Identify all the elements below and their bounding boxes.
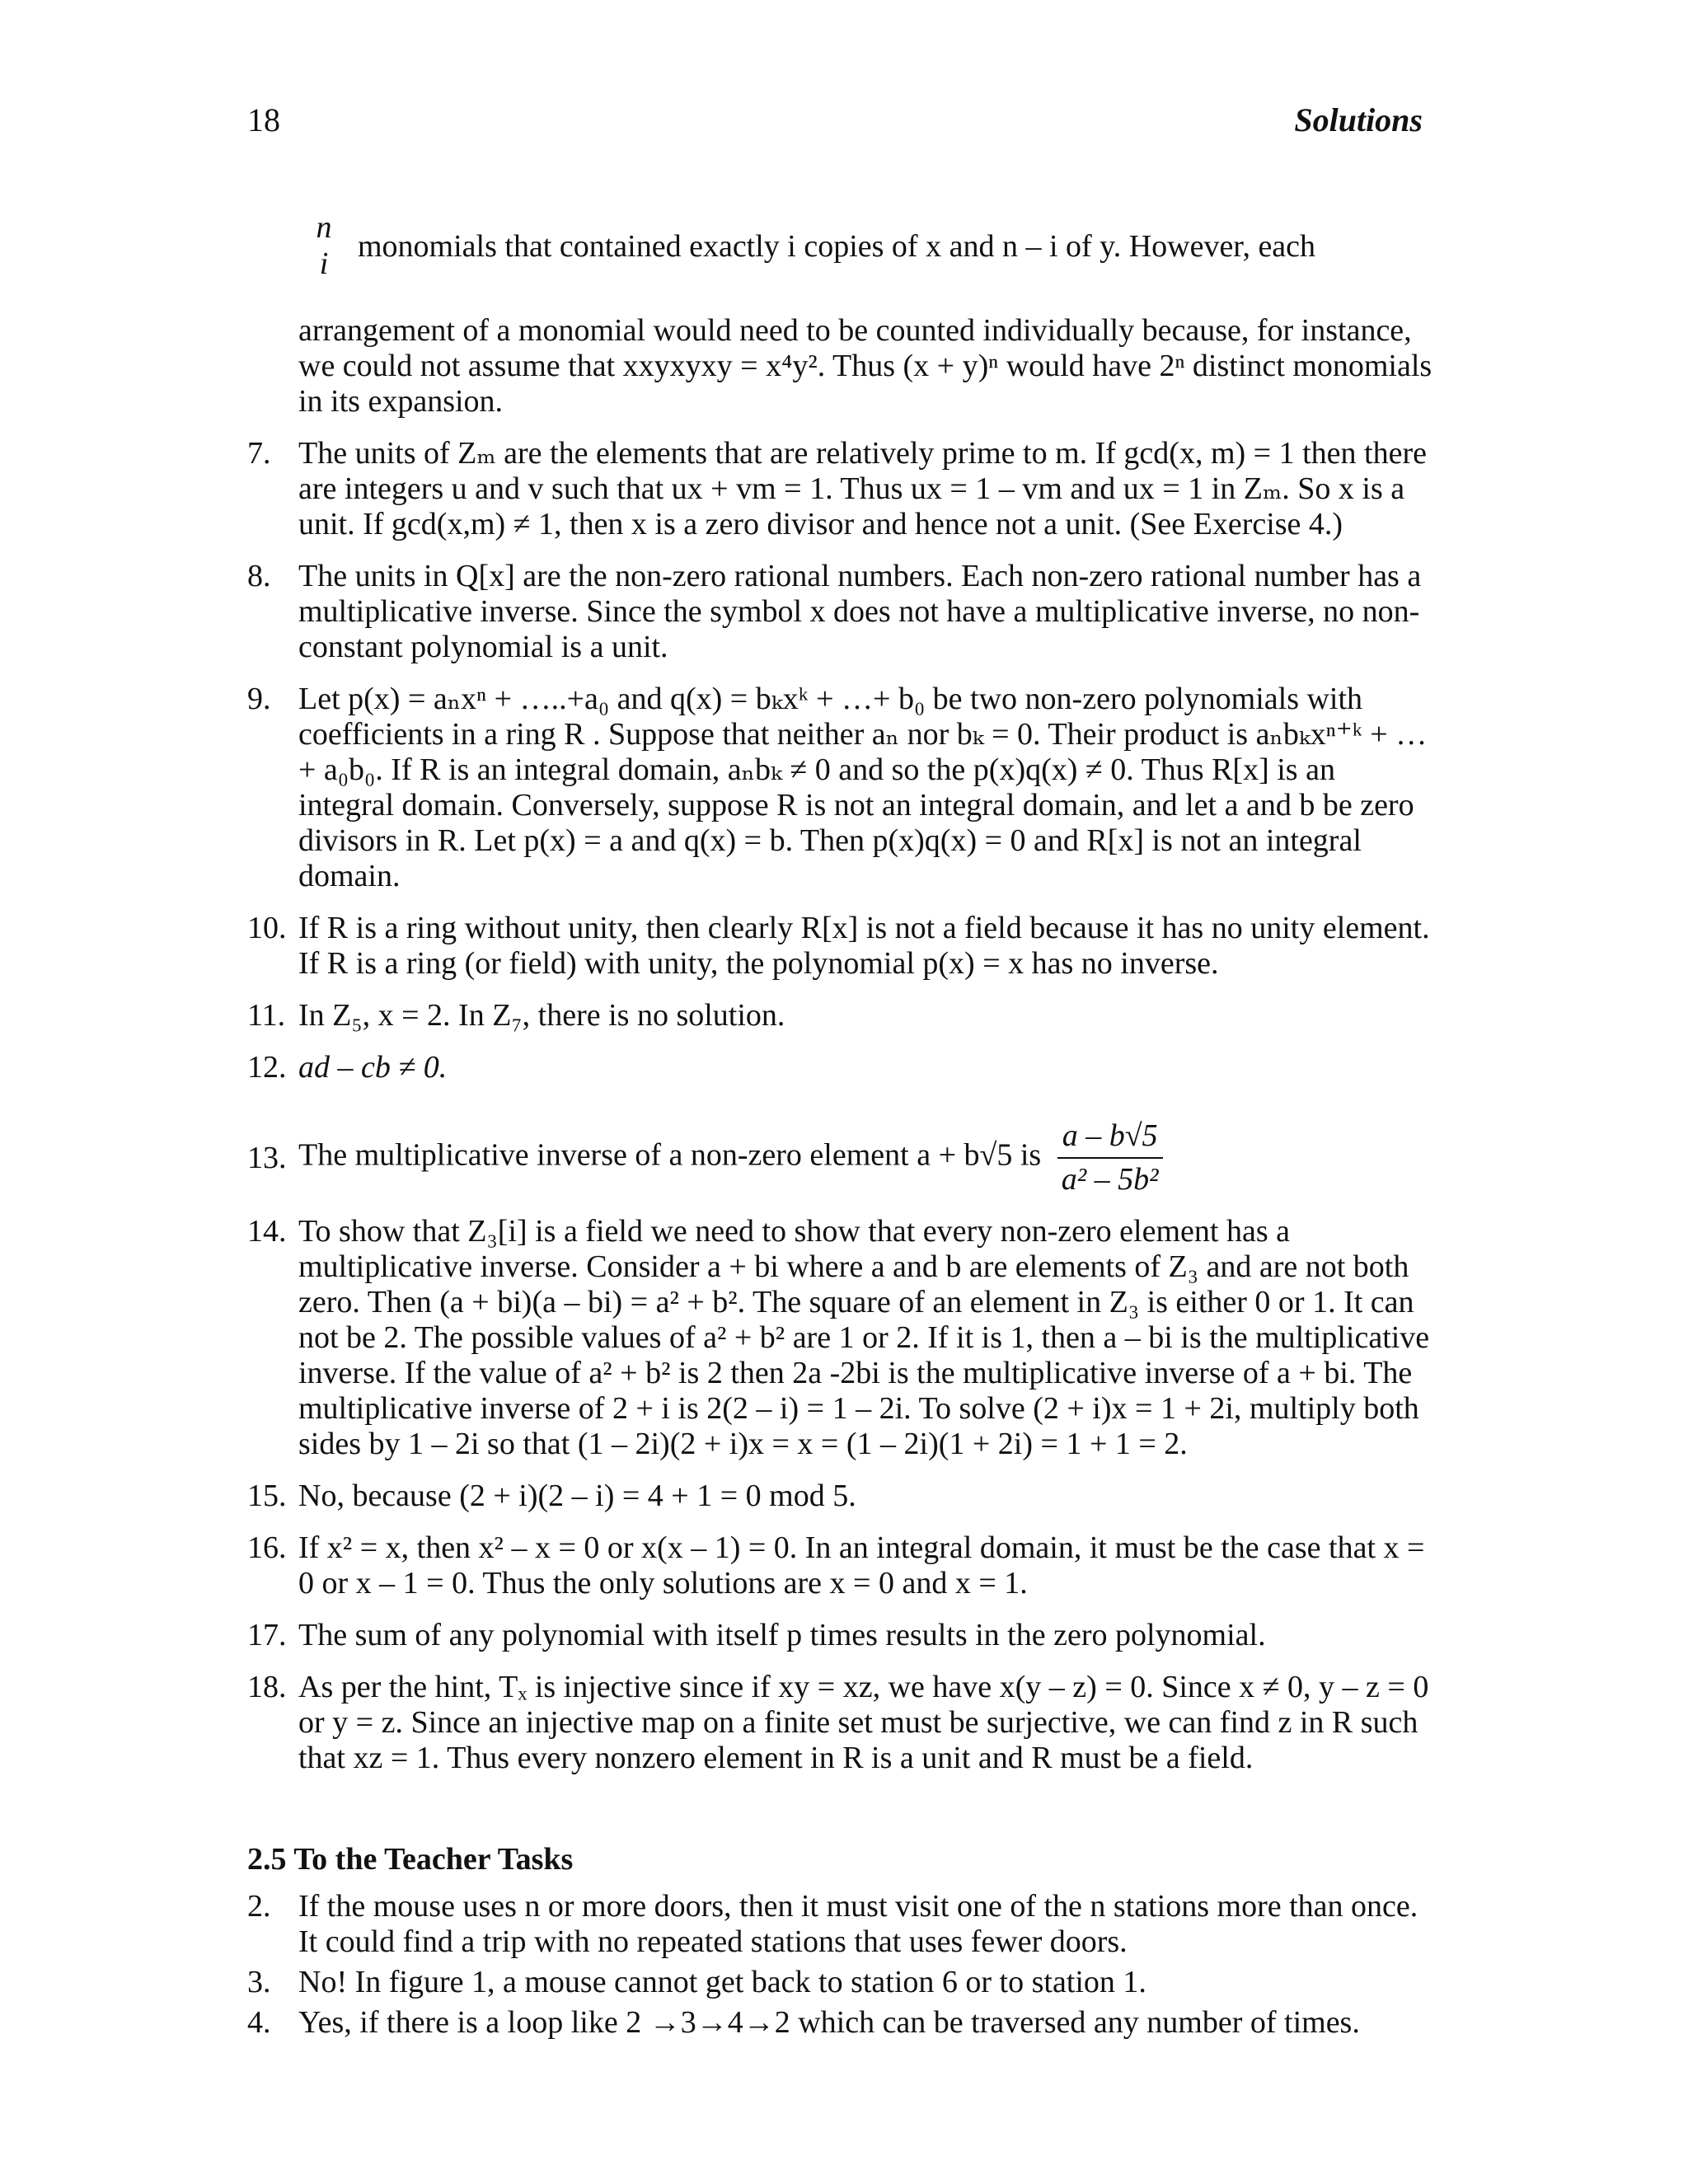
item-text: The sum of any polynomial with itself p times results in the zero polynomial. bbox=[298, 1618, 1266, 1652]
item-text: As per the hint, Tₓ is injective since if xy = xz, we have x(y – z) = 0. Since x ≠ 0, y – z = 0 or y = z. Since an injective map on a finite set must be surjective, we can find z in R such that xz = 1. Thus every nonzero element in R is a unit and R must be a field. bbox=[298, 1670, 1429, 1775]
inverse-fraction bbox=[1057, 1118, 1163, 1197]
item-text: In Z₅, x = 2. In Z₇, there is no solution. bbox=[298, 998, 785, 1033]
item-text: The units of Zₘ are the elements that are relatively prime to m. If gcd(x, m) = 1 then there are integers u and v such that ux + vm = 1. Thus ux = 1 – vm and ux = 1 in Zₘ. So x is a unit. If gcd(x,m) ≠ 1, then x is a zero divisor and hence not a unit. (See Exercise 4.) bbox=[298, 436, 1427, 541]
item-text bbox=[298, 1118, 1434, 1197]
section-heading: 2.5 To the Teacher Tasks bbox=[247, 1842, 574, 1877]
task-list bbox=[247, 1889, 1434, 2041]
item-number: 2. bbox=[247, 1889, 271, 1924]
list-item bbox=[247, 436, 1434, 542]
inverse-statement: The multiplicative inverse of a non-zero element a + b√5 is bbox=[298, 1137, 1042, 1173]
item-number: 16. bbox=[247, 1530, 287, 1565]
exercise-list bbox=[247, 436, 1434, 1776]
item-text: If x² = x, then x² – x = 0 or x(x – 1) = 0. In an integral domain, it must be the case that x = 0 or x – 1 = 0. Thus the only solutions are x = 0 and x = 1. bbox=[298, 1530, 1425, 1601]
solutions-body bbox=[247, 198, 1434, 2041]
item-text: To show that Z₃[i] is a field we need to show that every non-zero element has a multiplicative inverse. Consider a + bi where a and b are elements of Z₃ and are not both zero. Then (a + bi)(a – bi) = a² + b². The square of an element in Z₃ is either 0 or 1. It can not be 2. The possible values of a² + b² are 1 or 2. If it is 1, then a – bi is the multiplicative inverse. If the value of a² + b² is 2 then 2a -2bi is the multiplicative inverse of a + bi. The multiplicative inverse of 2 + i is 2(2 – i) = 1 – 2i. To solve (2 + i)x = 1 + 2i, multiply both sides by 1 – 2i so that (1 – 2i)(2 + i)x = x = (1 – 2i)(1 + 2i) = 1 + 1 = 2. bbox=[298, 1214, 1430, 1461]
binomial-bottom: i bbox=[319, 246, 329, 281]
item-number: 18. bbox=[247, 1670, 287, 1704]
item-text: If the mouse uses n or more doors, then it must visit one of the n stations more than once. It could find a trip with no repeated stations that uses fewer doors. bbox=[298, 1889, 1418, 1959]
list-item bbox=[247, 1965, 1434, 2000]
item-text: No, because (2 + i)(2 – i) = 4 + 1 = 0 mod 5. bbox=[298, 1479, 856, 1513]
item-number: 8. bbox=[247, 559, 271, 593]
list-item bbox=[247, 1889, 1434, 1960]
item-number: 3. bbox=[247, 1965, 271, 1999]
item-number: 7. bbox=[247, 436, 271, 471]
list-item bbox=[247, 998, 1434, 1033]
item-number: 9. bbox=[247, 682, 271, 716]
item-text: Let p(x) = aₙxⁿ + …..+a₀ and q(x) = bₖxᵏ + …+ b₀ be two non-zero polynomials with coefficients in a ring R . Suppose that neither aₙ nor bₖ = 0. Their product is aₙbₖxⁿ⁺ᵏ + … + a₀b₀. If R is an integral domain, aₙbₖ ≠ 0 and so the p(x)q(x) ≠ 0. Thus R[x] is an integral domain. Conversely, suppose R is not an integral domain, and let a and b be zero divisors in R. Let p(x) = a and q(x) = b. Then p(x)q(x) = 0 and R[x] is not an integral domain. bbox=[298, 682, 1428, 893]
item-text: No! In figure 1, a mouse cannot get back to station 6 or to station 1. bbox=[298, 1965, 1146, 1999]
running-header-title: Solutions bbox=[1294, 101, 1423, 138]
list-item bbox=[247, 1050, 1434, 1085]
item-text: ad – cb ≠ 0. bbox=[298, 1050, 448, 1085]
item-text: Yes, if there is a loop like 2 →3→4→2 which can be traversed any number of times. bbox=[298, 2005, 1360, 2040]
item-number: 10. bbox=[247, 911, 287, 945]
binomial-line bbox=[247, 198, 1434, 288]
intro-paragraph: arrangement of a monomial would need to be counted individually because, for instance, we could not assume that xxyxyxy = x⁴y². Thus (x + y)ⁿ would have 2ⁿ distinct monomials in its expansion. bbox=[298, 313, 1432, 419]
item-number: 13. bbox=[247, 1140, 287, 1175]
list-item bbox=[247, 1479, 1434, 1514]
list-item bbox=[247, 1118, 1434, 1197]
list-item bbox=[247, 1214, 1434, 1462]
item-number: 17. bbox=[247, 1618, 287, 1652]
binomial-coefficient bbox=[315, 209, 333, 282]
item-number: 11. bbox=[247, 998, 286, 1033]
item-text: If R is a ring without unity, then clearly R[x] is not a field because it has no unity element. If R is a ring (or field) with unity, the polynomial p(x) = x has no inverse. bbox=[298, 911, 1430, 981]
page-number: 18 bbox=[247, 101, 280, 138]
item-text: The units in Q[x] are the non-zero rational numbers. Each non-zero rational number has a multiplicative inverse. Since the symbol x does not have a multiplicative inverse, no non-constant polynomial is a unit. bbox=[298, 559, 1422, 664]
item-number: 15. bbox=[247, 1479, 287, 1513]
list-item bbox=[247, 2005, 1434, 2041]
list-item bbox=[247, 559, 1434, 665]
item-number: 4. bbox=[247, 2005, 271, 2040]
item-number: 12. bbox=[247, 1050, 287, 1085]
binomial-text: monomials that contained exactly i copies of x and n – i of y. However, each bbox=[358, 229, 1316, 264]
list-item bbox=[247, 1618, 1434, 1653]
item-number: 14. bbox=[247, 1214, 287, 1249]
binomial-top: n bbox=[316, 210, 332, 245]
fraction-numerator: a – b√5 bbox=[1057, 1118, 1163, 1159]
list-item bbox=[247, 682, 1434, 894]
list-item bbox=[247, 1670, 1434, 1776]
fraction-denominator: a² – 5b² bbox=[1061, 1162, 1159, 1197]
list-item bbox=[247, 911, 1434, 982]
list-item bbox=[247, 1530, 1434, 1601]
